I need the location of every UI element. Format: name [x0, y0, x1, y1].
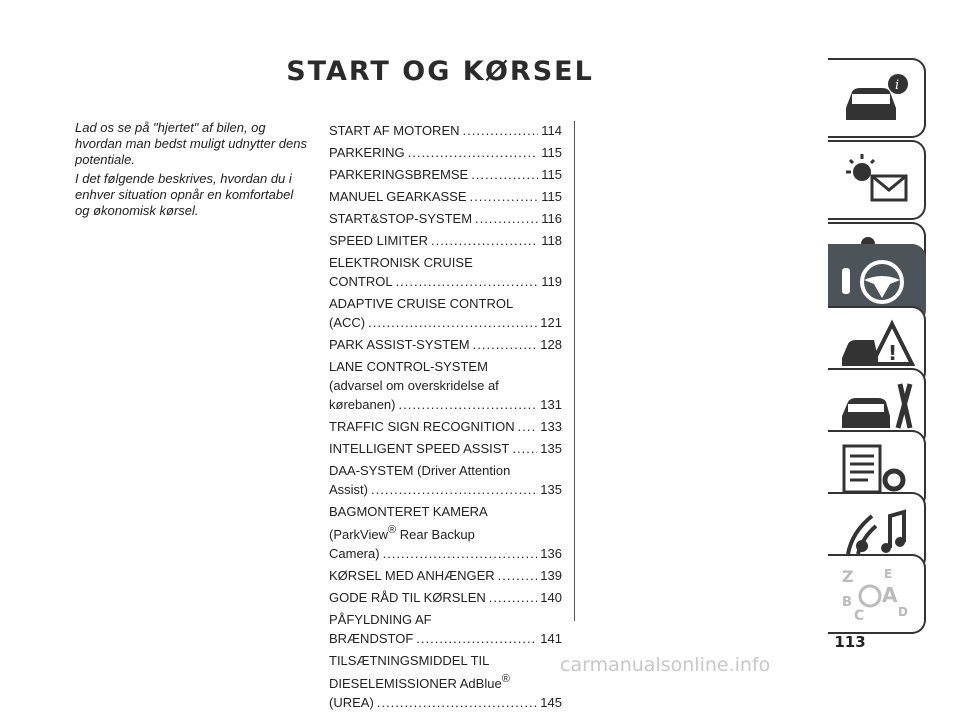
toc-entry-title: INTELLIGENT SPEED ASSIST [329, 441, 510, 456]
toc-entry[interactable] [329, 294, 562, 332]
toc-entry-line [329, 209, 562, 228]
toc-entry-title: (ACC) [329, 315, 366, 330]
intro-paragraph: I det følgende beskrives, hvordan du i enhver situation opnår en komfortabel og økonomisk kørsel. [75, 171, 294, 218]
toc-page-number: 140 [540, 590, 562, 605]
toc-leader-dots [396, 272, 539, 291]
toc-page-number: 135 [540, 482, 562, 497]
toc-leader-dots [431, 231, 538, 250]
toc-entry-line [329, 544, 562, 563]
toc-entry-line: LANE CONTROL-SYSTEM [329, 359, 488, 374]
toc-entry-title: TRAFFIC SIGN RECOGNITION [329, 419, 515, 434]
toc-entry-line: ELEKTRONISK CRUISE [329, 255, 473, 270]
toc-entry-line [329, 187, 562, 206]
page-title: START OG KØRSEL [286, 56, 594, 87]
toc-entry-line [329, 480, 562, 499]
svg-text:C: C [854, 608, 865, 624]
toc-leader-dots [498, 566, 538, 585]
svg-text:Z: Z [842, 567, 854, 586]
toc-entry[interactable] [329, 121, 562, 140]
toc-entry-title: Camera) [329, 546, 380, 561]
toc-entry[interactable] [329, 588, 562, 607]
toc-entry-line [329, 566, 562, 585]
toc-leader-dots [518, 417, 538, 436]
car-info-icon [838, 68, 916, 130]
toc-entry-title: MANUEL GEARKASSE [329, 189, 467, 204]
toc-page-number: 136 [540, 546, 562, 561]
toc-entry-line [329, 588, 562, 607]
toc-entry[interactable] [329, 461, 562, 499]
toc-page-number: 133 [540, 419, 562, 434]
toc-page-number: 139 [540, 568, 562, 583]
toc-entry-line [329, 121, 562, 140]
toc-entry-line: DIESELEMISSIONER AdBlue® [329, 673, 510, 691]
toc-entry[interactable] [329, 143, 562, 162]
intro-paragraph: Lad os se på "hjertet" af bilen, og hvordan man bedst muligt udnytter dens potentiale. [75, 120, 307, 167]
toc-page-number: 131 [540, 397, 562, 412]
toc-page-number: 116 [541, 211, 562, 226]
toc-entry-line: (advarsel om overskridelse af [329, 378, 499, 393]
toc-page-number: 114 [541, 123, 562, 138]
toc-page-number: 135 [540, 441, 562, 456]
svg-text:B: B [842, 595, 852, 610]
toc-page-number: 128 [540, 337, 562, 352]
toc-leader-dots [383, 544, 538, 563]
toc-entry-line [329, 313, 562, 332]
toc-entry-title: START AF MOTOREN [329, 123, 460, 138]
toc-entry-title: PARK ASSIST-SYSTEM [329, 337, 470, 352]
toc-entry-line: BAGMONTERET KAMERA [329, 504, 488, 519]
toc-leader-dots [368, 313, 537, 332]
toc-leader-dots [512, 439, 537, 458]
toc-entry[interactable] [329, 566, 562, 585]
toc-entry-line: (ParkView® Rear Backup [329, 524, 475, 542]
toc-entry-line: ADAPTIVE CRUISE CONTROL [329, 296, 514, 311]
toc-entry-title: PARKERING [329, 145, 405, 160]
toc-leader-dots [475, 209, 538, 228]
toc-entry-title: CONTROL [329, 274, 393, 289]
svg-text:i: i [895, 78, 900, 93]
toc-entry[interactable] [329, 187, 562, 206]
svg-text:!: ! [888, 341, 898, 365]
table-of-contents [329, 121, 562, 715]
toc-entry-title: KØRSEL MED ANHÆNGER [329, 568, 495, 583]
toc-leader-dots [473, 335, 538, 354]
toc-page-number: 115 [541, 167, 562, 182]
column-divider [574, 121, 575, 621]
toc-leader-dots [377, 693, 538, 712]
toc-entry-line: PÅFYLDNING AF [329, 612, 432, 627]
toc-entry[interactable] [329, 231, 562, 250]
index-letters-icon [838, 564, 916, 626]
lights-warning-icon [838, 150, 916, 212]
toc-entry-line [329, 143, 562, 162]
toc-leader-dots [471, 165, 538, 184]
side-tab-9[interactable] [828, 554, 926, 634]
toc-entry-line [329, 693, 562, 712]
toc-page-number: 118 [541, 233, 562, 248]
toc-entry[interactable] [329, 502, 562, 563]
side-tab-2[interactable] [828, 140, 926, 220]
toc-entry-line [329, 272, 562, 291]
watermark: carmanualsonline.info [560, 654, 771, 676]
toc-leader-dots [408, 143, 539, 162]
toc-entry-line: TILSÆTNINGSMIDDEL TIL [329, 653, 490, 668]
svg-text:D: D [898, 605, 908, 619]
toc-entry[interactable] [329, 209, 562, 228]
toc-entry[interactable] [329, 357, 562, 414]
toc-page-number: 115 [541, 145, 562, 160]
toc-entry[interactable] [329, 253, 562, 291]
intro-text [75, 120, 307, 222]
toc-page-number: 121 [540, 315, 562, 330]
toc-page-number: 145 [540, 695, 562, 710]
toc-entry[interactable] [329, 417, 562, 436]
toc-entry-line [329, 165, 562, 184]
toc-entry-line [329, 231, 562, 250]
toc-entry[interactable] [329, 439, 562, 458]
toc-entry[interactable] [329, 610, 562, 648]
toc-entry[interactable] [329, 165, 562, 184]
toc-entry-title: START&STOP-SYSTEM [329, 211, 473, 226]
toc-leader-dots [489, 588, 538, 607]
toc-entry-title: BRÆNDSTOF [329, 631, 414, 646]
toc-entry[interactable] [329, 651, 562, 712]
toc-entry-title: Assist) [329, 482, 368, 497]
svg-text:A: A [882, 583, 898, 607]
toc-page-number: 141 [540, 631, 562, 646]
toc-entry-line [329, 629, 562, 648]
toc-leader-dots [416, 629, 537, 648]
toc-entry-line: DAA-SYSTEM (Driver Attention [329, 463, 511, 478]
toc-entry-line [329, 335, 562, 354]
toc-entry-title: kørebanen) [329, 397, 396, 412]
page-number: 113 [834, 633, 866, 651]
svg-text:E: E [884, 567, 893, 581]
toc-leader-dots [371, 480, 537, 499]
toc-leader-dots [398, 395, 537, 414]
toc-entry-title: GODE RÅD TIL KØRSLEN [329, 590, 486, 605]
toc-entry-line [329, 417, 562, 436]
toc-entry[interactable] [329, 335, 562, 354]
side-tab-1[interactable] [828, 58, 926, 138]
toc-entry-line [329, 395, 562, 414]
toc-page-number: 115 [541, 189, 562, 204]
toc-leader-dots [470, 187, 539, 206]
toc-entry-title: (UREA) [329, 695, 374, 710]
toc-entry-line [329, 439, 562, 458]
toc-entry-title: SPEED LIMITER [329, 233, 428, 248]
toc-leader-dots [463, 121, 539, 140]
toc-entry-title: PARKERINGSBREMSE [329, 167, 469, 182]
toc-page-number: 119 [541, 274, 562, 289]
